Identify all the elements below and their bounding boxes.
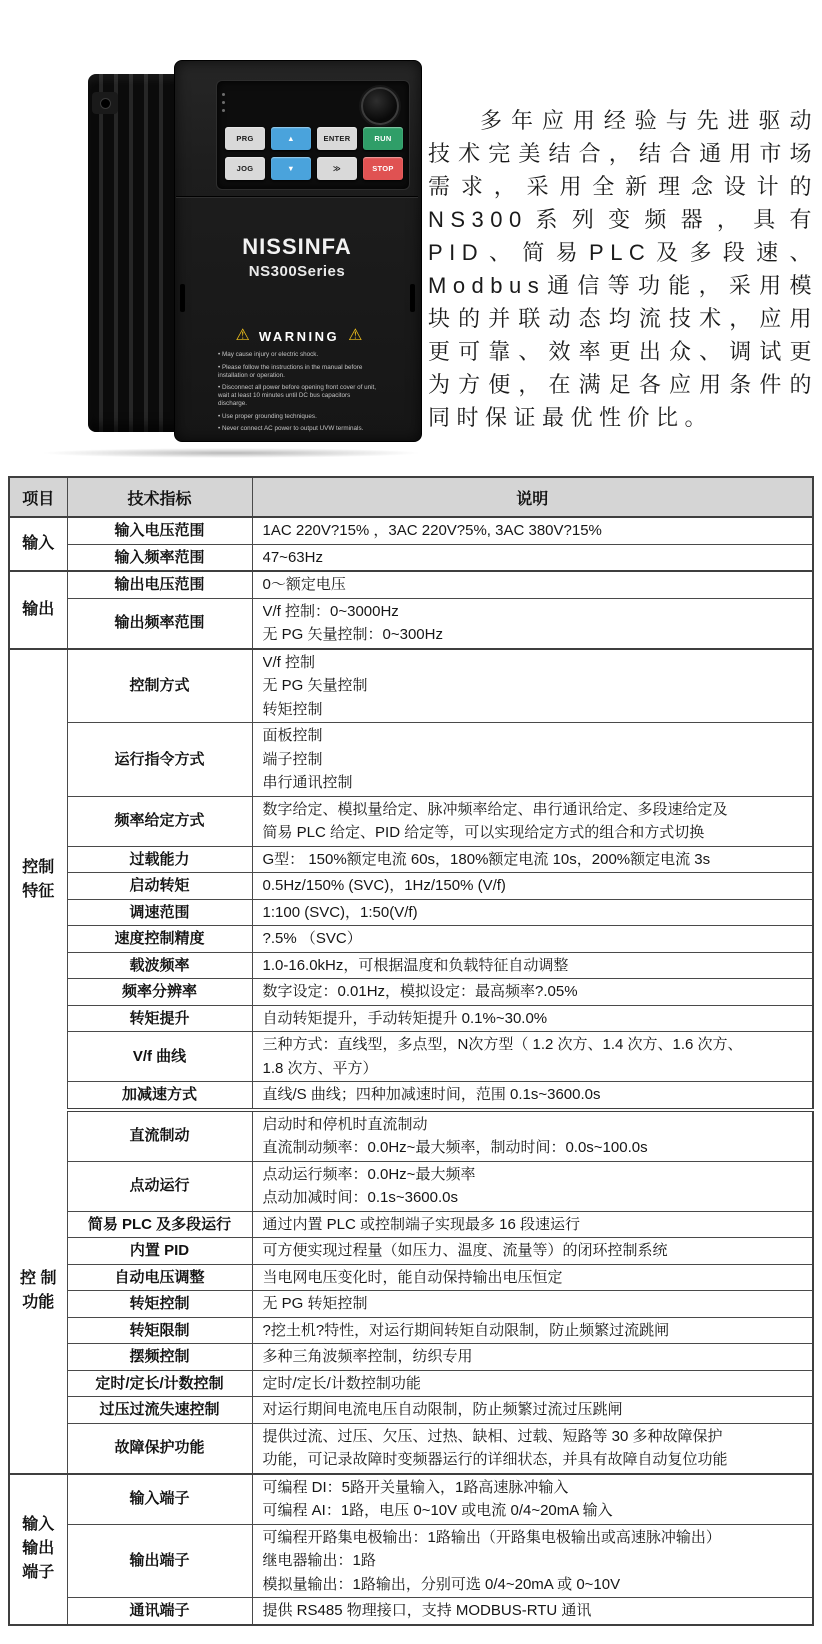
group-label: 控 制 功能 [9, 1110, 67, 1474]
description-cell: 对运行期间电流电压自动限制，防止频繁过流过压跳闸 [252, 1397, 813, 1424]
status-led-icons [222, 93, 225, 112]
indicator-cell: 输入电压范围 [67, 517, 252, 544]
spec-row [9, 1344, 813, 1371]
description-cell: 直线/S 曲线；四种加减速时间，范围 0.1s~3600.0s [252, 1082, 813, 1110]
indicator-cell: 故障保护功能 [67, 1423, 252, 1474]
spec-row [9, 1264, 813, 1291]
indicator-cell: 通讯端子 [67, 1598, 252, 1625]
description-cell: 三种方式：直线型，多点型，N次方型（ 1.2 次方、1.4 次方、1.6 次方、 1.8 次方、平方） [252, 1032, 813, 1082]
keypad-button-down: ▼ [271, 157, 311, 180]
indicator-cell: 过压过流失速控制 [67, 1397, 252, 1424]
indicator-cell: 输出电压范围 [67, 571, 252, 598]
spec-row [9, 846, 813, 873]
description-cell: 数字给定、模拟量给定、脉冲频率给定、串行通讯给定、多段速给定及 简易 PLC 给定、PID 给定等，可以实现给定方式的组合和方式切换 [252, 796, 813, 846]
group-label: 输入 [9, 517, 67, 571]
indicator-cell: 转矩提升 [67, 1005, 252, 1032]
spec-row [9, 1211, 813, 1238]
indicator-cell: 点动运行 [67, 1161, 252, 1211]
spec-row [9, 1524, 813, 1598]
description-cell: 1AC 220V?15% ，3AC 220V?5%, 3AC 380V?15% [252, 517, 813, 544]
indicator-cell: 控制方式 [67, 649, 252, 723]
potentiometer-knob [361, 87, 399, 125]
spec-row [9, 571, 813, 598]
keypad-button-jog: JOG [225, 157, 265, 180]
spec-row [9, 723, 813, 797]
indicator-cell: 速度控制精度 [67, 926, 252, 953]
warning-header [204, 328, 394, 344]
spec-row [9, 1397, 813, 1424]
indicator-cell: 运行指令方式 [67, 723, 252, 797]
header-indicator: 技术指标 [67, 477, 252, 517]
keypad-button-enter: ENTER [317, 127, 357, 150]
table-header-row [9, 477, 813, 517]
description-cell: ?.5% （SVC） [252, 926, 813, 953]
spec-row [9, 649, 813, 723]
description-cell: G型： 150%额定电流 60s，180%额定电流 10s，200%额定电流 3s [252, 846, 813, 873]
indicator-cell: 直流制动 [67, 1110, 252, 1162]
keypad-button-prg: PRG [225, 127, 265, 150]
spec-row [9, 1370, 813, 1397]
warning-item: • Disconnect all power before opening front cover of unit, wait at least 10 minutes until DC bus capacitors discharge. [218, 384, 376, 407]
indicator-cell: 启动转矩 [67, 873, 252, 900]
mounting-hole-icon [100, 98, 111, 109]
description-cell: ?挖土机?特性，对运行期间转矩自动限制，防止频繁过流跳闸 [252, 1317, 813, 1344]
spec-row [9, 1082, 813, 1110]
intro-paragraph: 多年应用经验与先进驱动技术完美结合，结合通用市场需求，采用全新理念设计的NS300系列变频器，具有PID、简易PLC及多段速、Modbus通信等功能，采用模块的并联动态均流技术，应用更可靠、效率更出众、调试更为方便，在满足各应用条件的同时保证最优性价比。 [428, 108, 818, 430]
description-cell: 当电网电压变化时，能自动保持输出电压恒定 [252, 1264, 813, 1291]
indicator-cell: 加减速方式 [67, 1082, 252, 1110]
indicator-cell: V/f 曲线 [67, 1032, 252, 1082]
description-cell: 可编程开路集电极输出：1路输出（开路集电极输出或高速脉冲输出） 继电器输出：1路 模拟量输出：1路输出，分别可选 0/4~20mA 或 0~10V [252, 1524, 813, 1598]
indicator-cell: 过载能力 [67, 846, 252, 873]
keypad-panel [216, 80, 410, 190]
warning-title: WARNING [258, 328, 340, 344]
spec-row [9, 517, 813, 544]
photo-floor-shadow [40, 448, 422, 458]
indicator-cell: 内置 PID [67, 1238, 252, 1265]
spec-row [9, 1423, 813, 1474]
description-cell: 启动时和停机时直流制动 直流制动频率：0.0Hz~最大频率，制动时间：0.0s~100.0s [252, 1110, 813, 1162]
warning-triangle-icon: ⚠ [235, 327, 250, 344]
description-cell: 提供 RS485 物理接口，支持 MODBUS-RTU 通讯 [252, 1598, 813, 1625]
indicator-cell: 输出频率范围 [67, 598, 252, 649]
spec-row [9, 899, 813, 926]
spec-row [9, 1474, 813, 1525]
indicator-cell: 频率分辨率 [67, 979, 252, 1006]
spec-row [9, 1291, 813, 1318]
brand-logo [174, 234, 420, 280]
cover-seam [176, 196, 418, 198]
group-label: 输出 [9, 571, 67, 649]
spec-row [9, 544, 813, 571]
warning-item: • Please follow the instructions in the manual before installation or operation. [218, 363, 363, 379]
warning-triangle-icon: ⚠ [348, 327, 363, 344]
spec-row [9, 926, 813, 953]
mounting-ear [92, 92, 118, 114]
spec-row [9, 1161, 813, 1211]
keypad-button-run: RUN [363, 127, 403, 150]
indicator-cell: 简易 PLC 及多段运行 [67, 1211, 252, 1238]
spec-row [9, 1598, 813, 1625]
warning-item: • Use proper grounding techniques. [218, 412, 317, 420]
series-name: NS300Series [248, 263, 346, 280]
description-cell: 47~63Hz [252, 544, 813, 571]
group-label: 控制 特征 [9, 649, 67, 1110]
description-cell: 点动运行频率：0.0Hz~最大频率 点动加减时间：0.1s~3600.0s [252, 1161, 813, 1211]
indicator-cell: 摆频控制 [67, 1344, 252, 1371]
indicator-cell: 转矩控制 [67, 1291, 252, 1318]
spec-row [9, 796, 813, 846]
keypad-button-shift: ≫ [317, 157, 357, 180]
indicator-cell: 输出端子 [67, 1524, 252, 1598]
brand-name: NISSINFA [242, 234, 352, 259]
description-cell: 可编程 DI：5路开关量输入，1路高速脉冲输入 可编程 AI：1路，电压 0~10V 或电流 0/4~20mA 输入 [252, 1474, 813, 1525]
indicator-cell: 自动电压调整 [67, 1264, 252, 1291]
cover-slot-left [180, 284, 185, 312]
description-cell: 多种三角波频率控制，纺织专用 [252, 1344, 813, 1371]
description-cell: V/f 控制 无 PG 矢量控制 转矩控制 [252, 649, 813, 723]
description-cell: 1:100 (SVC)，1:50(V/f) [252, 899, 813, 926]
warning-item: • Never connect AC power to output UVW terminals. [218, 425, 364, 432]
description-cell: 1.0-16.0kHz，可根据温度和负载特征自动调整 [252, 952, 813, 979]
indicator-cell: 输入端子 [67, 1474, 252, 1525]
description-cell: 定时/定长/计数控制功能 [252, 1370, 813, 1397]
spec-row [9, 1317, 813, 1344]
warning-item: • May cause injury or electric shock. [218, 351, 319, 358]
description-cell: 无 PG 转矩控制 [252, 1291, 813, 1318]
group-label: 输入 输出 端子 [9, 1474, 67, 1625]
spec-row [9, 1110, 813, 1162]
indicator-cell: 调速范围 [67, 899, 252, 926]
indicator-cell: 输入频率范围 [67, 544, 252, 571]
description-cell: 自动转矩提升，手动转矩提升 0.1%~30.0% [252, 1005, 813, 1032]
indicator-cell: 转矩限制 [67, 1317, 252, 1344]
header-item: 项目 [9, 477, 67, 517]
description-cell: 可方便实现过程量（如压力、温度、流量等）的闭环控制系统 [252, 1238, 813, 1265]
indicator-cell: 频率给定方式 [67, 796, 252, 846]
spec-row [9, 598, 813, 649]
spec-table [8, 476, 814, 1626]
description-cell: 0.5Hz/150% (SVC)，1Hz/150% (V/f) [252, 873, 813, 900]
product-photo [88, 60, 420, 446]
description-cell: 0～额定电压 [252, 571, 813, 598]
indicator-cell: 载波频率 [67, 952, 252, 979]
warning-list [204, 351, 394, 433]
keypad-button-up: ▲ [271, 127, 311, 150]
spec-row [9, 952, 813, 979]
heatsink-fins [88, 74, 182, 432]
cover-slot-right [410, 284, 415, 312]
spec-row [9, 1005, 813, 1032]
description-cell: 面板控制 端子控制 串行通讯控制 [252, 723, 813, 797]
spec-row [9, 873, 813, 900]
warning-label [204, 328, 394, 438]
indicator-cell: 定时/定长/计数控制 [67, 1370, 252, 1397]
description-cell: 提供过流、过压、欠压、过热、缺相、过载、短路等 30 多种故障保护 功能，可记录故障时变频器运行的详细状态，并具有故障自动复位功能 [252, 1423, 813, 1474]
keypad-button-stop: STOP [363, 157, 403, 180]
description-cell: V/f 控制：0~3000Hz 无 PG 矢量控制：0~300Hz [252, 598, 813, 649]
spec-row [9, 979, 813, 1006]
spec-row [9, 1032, 813, 1082]
keypad-buttons [225, 127, 403, 180]
description-cell: 数字设定：0.01Hz，模拟设定：最高频率?.05% [252, 979, 813, 1006]
header-description: 说明 [252, 477, 813, 517]
spec-row [9, 1238, 813, 1265]
spec-table-body [9, 517, 813, 1625]
description-cell: 通过内置 PLC 或控制端子实现最多 16 段速运行 [252, 1211, 813, 1238]
